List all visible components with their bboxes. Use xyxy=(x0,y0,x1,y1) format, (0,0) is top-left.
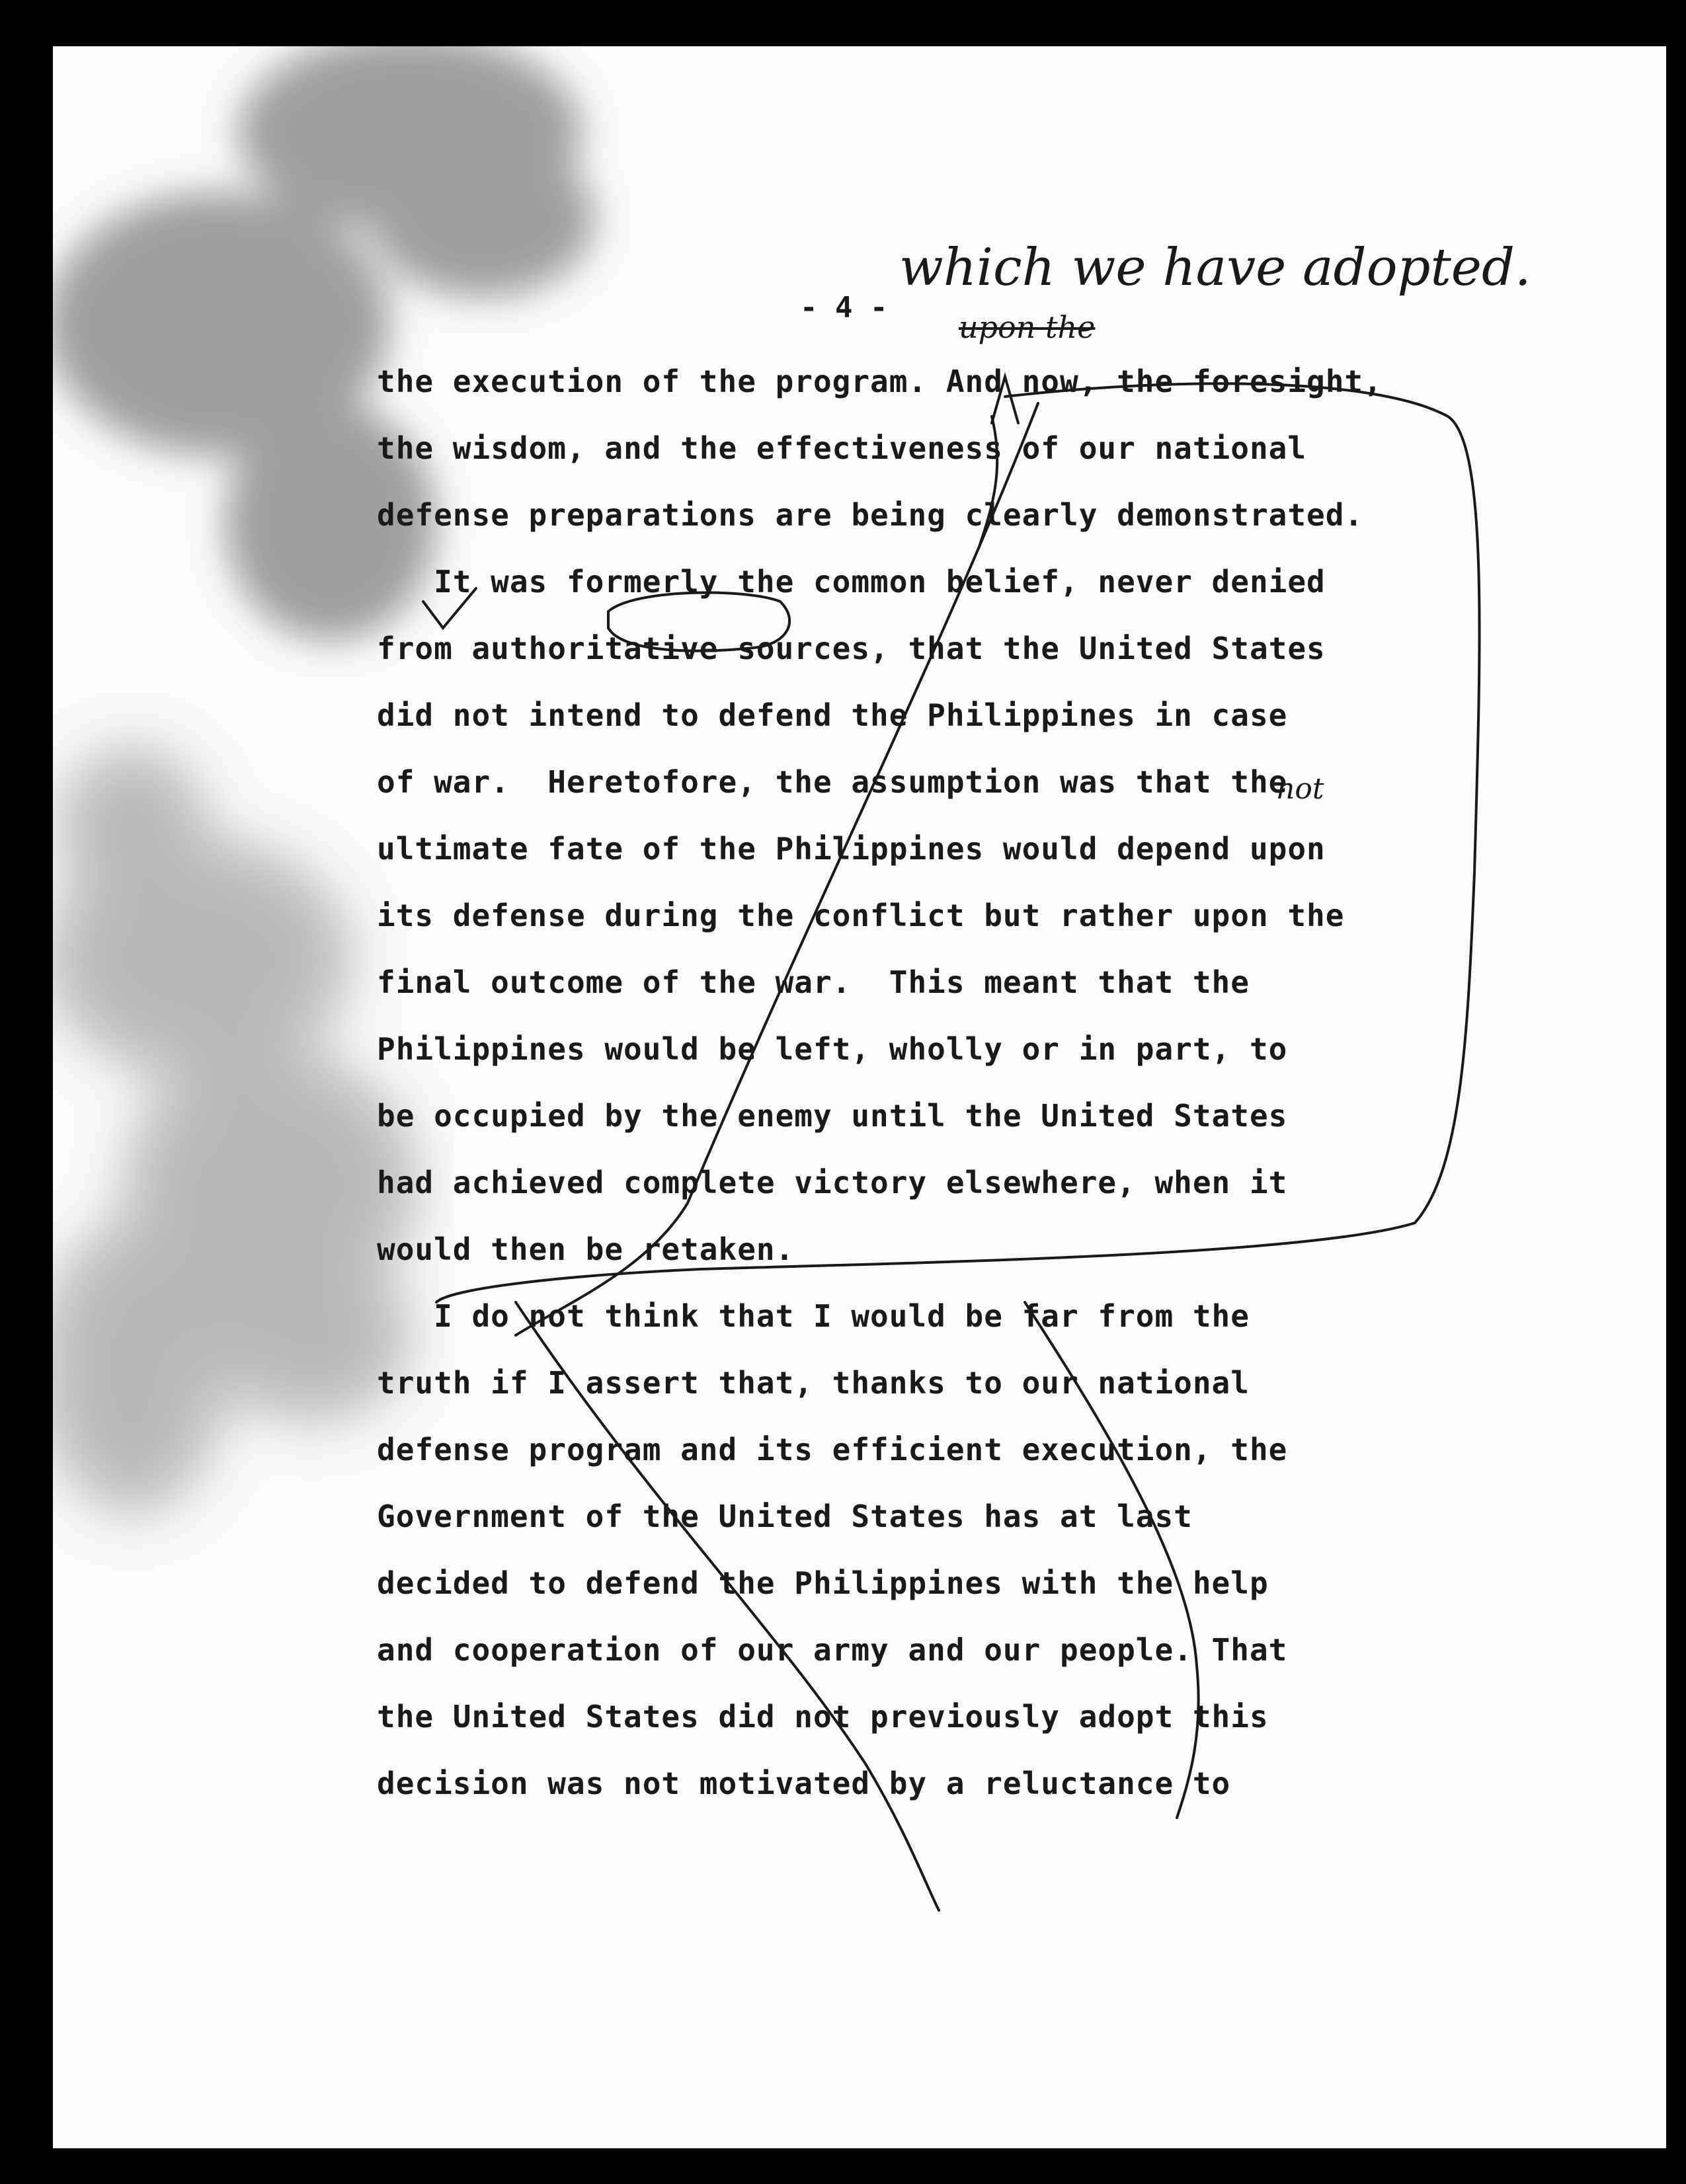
text-line: had achieved complete victory elsewhere, when it xyxy=(377,1165,1288,1200)
text-line: final outcome of the war. This meant that the xyxy=(377,964,1250,1000)
text-line: the execution of the program. And now, the foresight, xyxy=(377,364,1383,399)
text-line: truth if I assert that, thanks to our national xyxy=(377,1365,1250,1401)
handwritten-insertion: which we have adopted. xyxy=(899,238,1531,297)
text-line: ultimate fate of the Philippines would depend upon xyxy=(377,831,1326,867)
text-line: I do not think that I would be far from the xyxy=(377,1298,1250,1334)
water-stain-marks xyxy=(53,46,1666,2148)
text-line: Philippines would be left, wholly or in part, to xyxy=(377,1031,1288,1067)
handwritten-not-insertion: not xyxy=(1276,772,1324,806)
text-line: the wisdom, and the effectiveness of our national xyxy=(377,430,1307,466)
text-line: did not intend to defend the Philippines in case xyxy=(377,697,1288,733)
text-line: its defense during the conflict but rather upon the xyxy=(377,898,1345,933)
text-line: from authoritative sources, that the United States xyxy=(377,631,1326,666)
text-line: decision was not motivated by a reluctance to xyxy=(377,1766,1231,1801)
text-line: of war. Heretofore, the assumption was that the xyxy=(377,764,1288,800)
document-page xyxy=(53,46,1666,2148)
text-line: defense program and its efficient execution, the xyxy=(377,1432,1288,1467)
handwritten-strikeout: upon the xyxy=(959,309,1096,345)
text-line: the United States did not previously adopt this xyxy=(377,1699,1269,1735)
text-line: It was formerly the common belief, never denied xyxy=(377,564,1326,600)
text-line: be occupied by the enemy until the United States xyxy=(377,1098,1288,1134)
text-line: Government of the United States has at last xyxy=(377,1499,1193,1534)
text-line: defense preparations are being clearly demonstrated. xyxy=(377,497,1364,533)
text-line: decided to defend the Philippines with the help xyxy=(377,1565,1269,1601)
text-line: and cooperation of our army and our people. That xyxy=(377,1632,1288,1668)
page-number: - 4 - xyxy=(800,291,888,325)
text-line: would then be retaken. xyxy=(377,1231,795,1267)
